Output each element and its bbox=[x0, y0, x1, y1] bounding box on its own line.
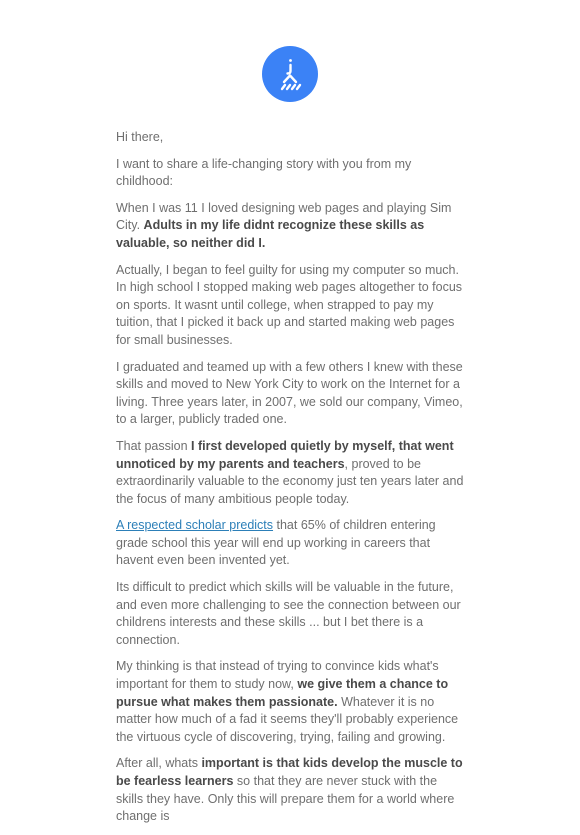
paragraph-2: Actually, I began to feel guilty for using my computer so much. In high school I stopped making web pages altogether to focus on sports. It wasnt until college, when strapped to pay my tuition, that I picked it back up and started making web pages for small businesses. bbox=[116, 262, 463, 347]
emphasis: I first developed quietly by myself, that went unnoticed by my parents and teachers bbox=[116, 438, 454, 471]
email-body bbox=[116, 129, 464, 835]
ja-logo-icon bbox=[262, 46, 318, 102]
emphasis: we give them a chance to pursue what makes them passionate. bbox=[116, 677, 449, 709]
paragraph-4: That passion I first developed quietly by myself, that went unnoticed by my parents and teachers, proved to be extraordinarily valuable to the economy just ten years later and the focus of many ambitious people today. bbox=[116, 438, 464, 506]
scholar-link[interactable]: A respected scholar predicts bbox=[116, 518, 274, 533]
paragraph-8: After all, whats important is that kids develop the muscle to be fearless learners so that they are never stuck with the skills they have. Only this will prepare them for a world where change is bbox=[116, 756, 463, 824]
paragraph-6: Its difficult to predict which skills will be valuable in the future, and even more challenging to see the connection between our childrens interests and these skills ... but I bet there is a connection. bbox=[116, 580, 461, 647]
emphasis: important is that kids develop the muscle to be fearless learners bbox=[116, 756, 463, 788]
paragraph-1: When I was 11 I loved designing web pages and playing Sim City. Adults in my life didnt recognize these skills as valuable, so neither did I. bbox=[116, 200, 452, 250]
emphasis: Adults in my life didnt recognize these skills as valuable, so neither did I. bbox=[116, 218, 425, 250]
logo bbox=[262, 46, 318, 102]
intro-paragraph: I want to share a life-changing story with you from my childhood: bbox=[116, 156, 412, 189]
paragraph-7: My thinking is that instead of trying to convince kids what's important for them to study now, we give them a chance to pursue what makes them passionate. Whatever it is no matter how much of a fad it seems they'll probably experience the virtuous cycle of discovering, trying, failing and growing. bbox=[116, 659, 459, 744]
paragraph-3: I graduated and teamed up with a few others I knew with these skills and moved to New York City to work on the Internet for a living. Three years later, in 2007, we sold our company, Vimeo, to a larger, publicly traded one. bbox=[116, 359, 463, 427]
paragraph-5: A respected scholar predicts that 65% of children entering grade school this year will end up working in careers that havent even been invented yet. bbox=[116, 518, 436, 568]
greeting: Hi there, bbox=[116, 130, 164, 144]
